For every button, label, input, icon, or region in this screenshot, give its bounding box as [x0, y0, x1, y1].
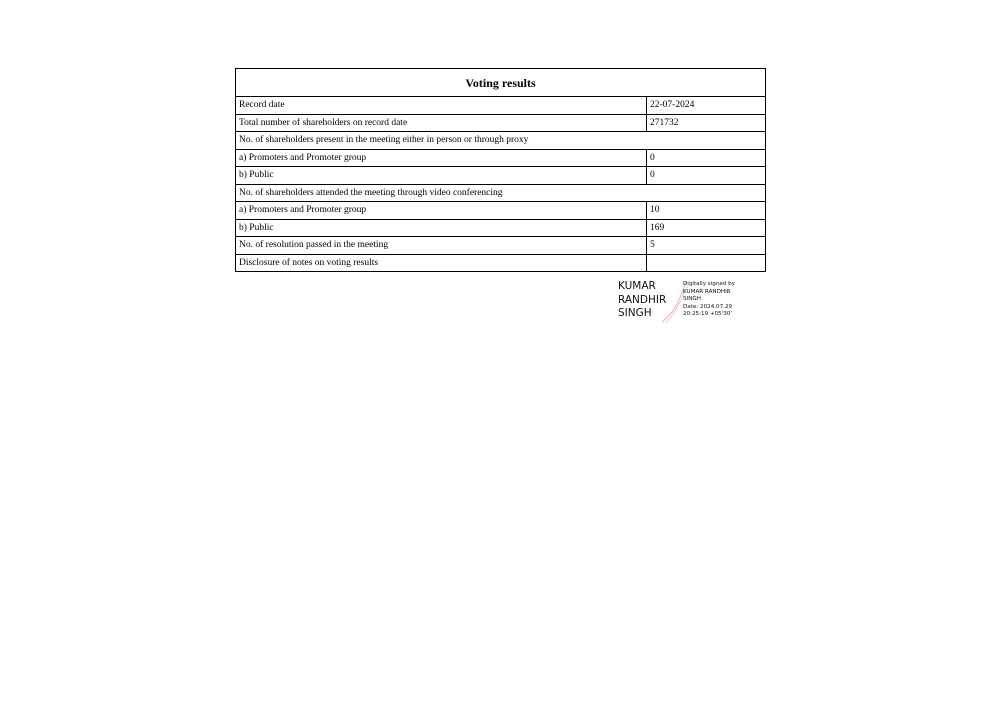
row-label: Total number of shareholders on record date	[236, 114, 647, 132]
table-section-row	[236, 184, 766, 202]
row-value: 10	[647, 202, 766, 220]
table-row	[236, 149, 766, 167]
signature-detail-line: 20:25:19 +05'30'	[683, 311, 732, 318]
row-value	[647, 254, 766, 272]
signer-name-line: SINGH	[618, 307, 652, 319]
row-label: No. of resolution passed in the meeting	[236, 237, 647, 255]
row-label: b) Public	[236, 167, 647, 185]
table-row	[236, 219, 766, 237]
row-label: a) Promoters and Promoter group	[236, 149, 647, 167]
signature-detail-line: KUMAR RANDHIR	[683, 288, 731, 295]
signer-name-line: RANDHIR	[618, 293, 667, 306]
table-section-row	[236, 132, 766, 150]
table-row	[236, 237, 766, 255]
row-value: 5	[647, 237, 766, 255]
row-label: Record date	[236, 97, 647, 115]
row-value: 169	[647, 219, 766, 237]
signature-details	[683, 281, 735, 319]
voting-results-table	[235, 68, 766, 272]
row-value: 271732	[647, 114, 766, 132]
digital-signature	[618, 280, 748, 324]
table-row	[236, 202, 766, 220]
row-label: Disclosure of notes on voting results	[236, 254, 647, 272]
row-value: 22-07-2024	[647, 97, 766, 115]
signature-detail-line: Digitally signed by	[683, 281, 735, 287]
table-title-row	[236, 69, 766, 97]
table-row	[236, 254, 766, 272]
table-row	[236, 167, 766, 185]
section-label: No. of shareholders present in the meeting either in person or through proxy	[236, 132, 766, 150]
table-row	[236, 114, 766, 132]
table-row	[236, 97, 766, 115]
signature-detail-line: SINGH	[683, 296, 701, 303]
signer-name-line: KUMAR	[618, 280, 656, 292]
row-label: a) Promoters and Promoter group	[236, 202, 647, 220]
row-label: b) Public	[236, 219, 647, 237]
signature-detail-line: Date: 2024.07.29	[683, 303, 733, 310]
row-value: 0	[647, 167, 766, 185]
section-label: No. of shareholders attended the meeting through video conferencing	[236, 184, 766, 202]
table-title: Voting results	[236, 69, 766, 97]
row-value: 0	[647, 149, 766, 167]
